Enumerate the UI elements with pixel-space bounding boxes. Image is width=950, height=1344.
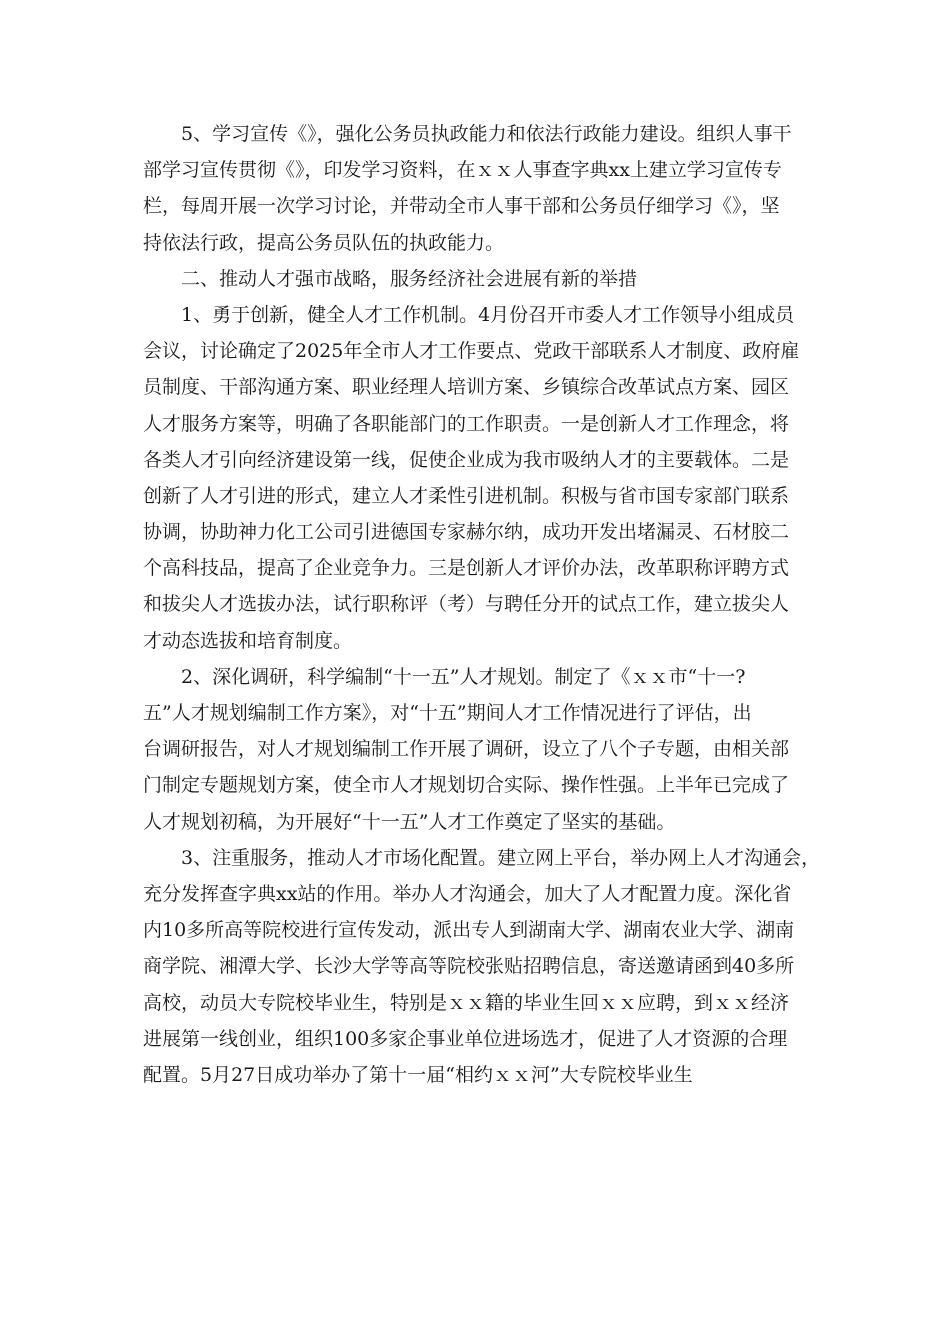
text-line: 5、学习宣传《》，强化公务员执政能力和依法行政能力建设。组织人事干 xyxy=(181,123,792,145)
text-line: 二、推动人才强市战略，服务经济社会进展有新的举措 xyxy=(181,267,638,290)
text-line: 商学院、湘潭大学、长沙大学等高等院校张贴招聘信息，寄送邀请函到40多所 xyxy=(143,955,795,978)
text-line: 个高科技品，提高了企业竞争力。三是创新人才评价办法，改革职称评聘方式 xyxy=(143,557,790,580)
text-line: 人才服务方案等，明确了各职能部门的工作职责。一是创新人才工作理念，将 xyxy=(143,412,790,435)
text-line: 进展第一线创业，组织100多家企事业单位进场选才，促进了人才资源的合理 xyxy=(143,1027,788,1050)
text-line: 才动态选拔和培育制度。 xyxy=(143,629,353,652)
text-line: 高校，动员大专院校毕业生，特别是ｘｘ籍的毕业生回ｘｘ应聘，到ｘｘ经济 xyxy=(143,991,790,1014)
text-line: 3、注重服务，推动人才市场化配置。建立网上平台，举办网上人才沟通会， xyxy=(181,846,821,869)
text-line: 会议，讨论确定了2025年全市人才工作要点、党政干部联系人才制度、政府雇 xyxy=(143,340,800,363)
text-line: 部学习宣传贯彻《》，印发学习资料，在ｘｘ人事查字典xx上建立学习宣传专 xyxy=(143,159,782,182)
text-line: 和拔尖人才选拔办法，试行职称评（考）与聘任分开的试点工作，建立拔尖人 xyxy=(143,593,790,616)
text-line: 栏，每周开展一次学习讨论，并带动全市人事干部和公务员仔细学习《》，坚 xyxy=(143,195,780,218)
text-line: 内10多所高等院校进行宣传发动，派出专人到湖南大学、湖南农业大学、湖南 xyxy=(143,919,795,942)
text-line: 五”人才规划编制工作方案》，对“十五”期间人才工作情况进行了评估，出 xyxy=(143,702,752,724)
document-body xyxy=(143,116,823,1093)
text-line: 协调，协助神力化工公司引进德国专家赫尔纳，成功开发出堵漏灵、石材胶二 xyxy=(143,521,790,544)
text-line: 人才规划初稿，为开展好“十一五”人才工作奠定了坚实的基础。 xyxy=(143,810,676,833)
text-line: 2、深化调研，科学编制“十一五”人才规划。制定了《ｘｘ市“十一? xyxy=(181,665,746,688)
text-line: 台调研报告，对人才规划编制工作开展了调研，设立了八个子专题，由相关部 xyxy=(143,738,790,761)
text-line: 1、勇于创新，健全人才工作机制。4月份召开市委人才工作领导小组成员 xyxy=(181,303,795,326)
text-line: 配置。5月27日成功举办了第十一届“相约ｘｘ河”大专院校毕业生 xyxy=(143,1063,693,1086)
text-line: 创新了人才引进的形式，建立人才柔性引进机制。积极与省市国专家部门联系 xyxy=(143,484,790,507)
text-line: 门制定专题规划方案，使全市人才规划切合实际、操作性强。上半年已完成了 xyxy=(143,774,790,797)
text-line: 各类人才引向经济建设第一线，促使企业成为我市吸纳人才的主要载体。二是 xyxy=(143,448,790,471)
text-line: 员制度、干部沟通方案、职业经理人培训方案、乡镇综合改革试点方案、园区 xyxy=(143,376,790,399)
text-line: 充分发挥查字典xx站的作用。举办人才沟通会，加大了人才配置力度。深化省 xyxy=(143,882,792,905)
text-line: 持依法行政，提高公务员队伍的执政能力。 xyxy=(143,231,505,254)
